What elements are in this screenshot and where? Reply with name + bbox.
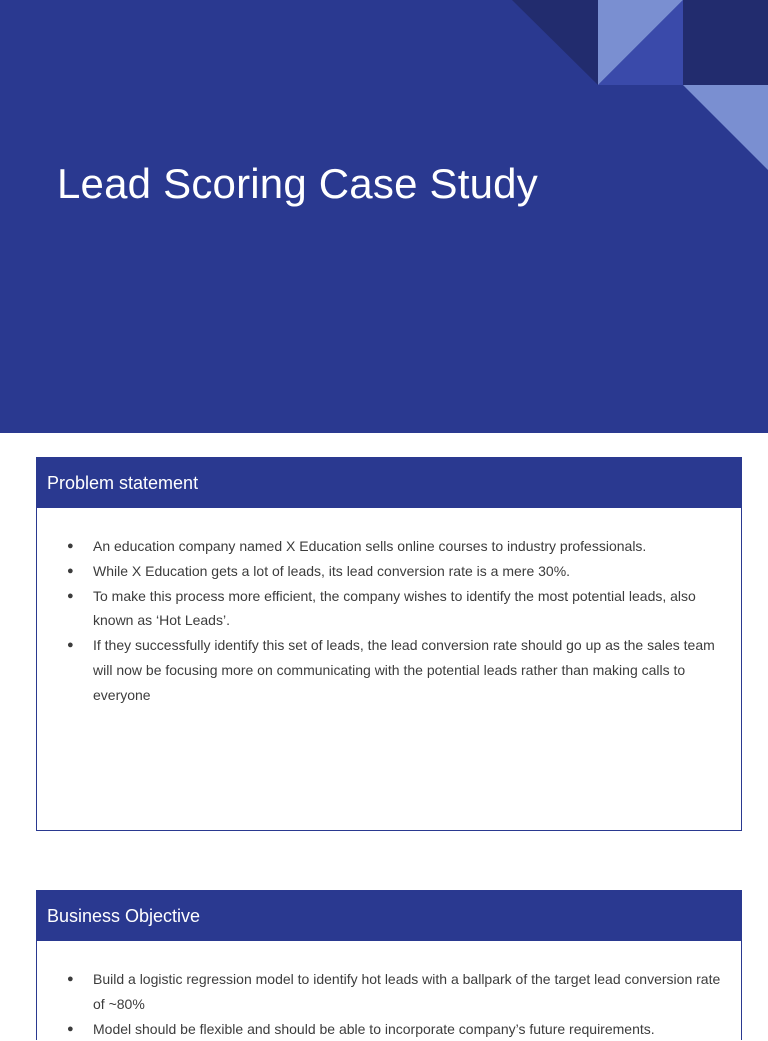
- bullet-icon: ●: [67, 973, 74, 985]
- problem-statement-card: [36, 457, 742, 831]
- title-slide: [0, 0, 768, 433]
- list-item: [67, 967, 721, 1017]
- list-item: [67, 633, 721, 707]
- objective-bullet-list: [67, 967, 721, 1041]
- bullet-icon: ●: [67, 1022, 74, 1035]
- deco-dark-square: [683, 0, 768, 85]
- list-item-text: An education company named X Education sells online courses to industry professionals.: [93, 538, 647, 554]
- list-item: [67, 534, 721, 559]
- list-item-text: If they successfully identify this set of leads, the lead conversion rate should go up as the sales team will now be focusing more on communicating with the potential leads rather than making calls to everyone: [93, 637, 715, 703]
- deco-light-wedge: [683, 85, 768, 170]
- list-item: [67, 1017, 721, 1041]
- list-item-text: Model should be flexible and should be able to incorporate company’s future requirements.: [93, 1020, 655, 1037]
- list-item-text: While X Education gets a lot of leads, its lead conversion rate is a mere 30%.: [93, 562, 571, 579]
- problem-statement-heading: Problem statement: [37, 458, 741, 508]
- list-item-text: To make this process more efficient, the company wishes to identify the most potential leads, also known as ‘Hot Leads’.: [93, 587, 696, 629]
- bullet-icon: ●: [67, 564, 74, 577]
- problem-bullet-list: [67, 534, 721, 708]
- list-item: [67, 584, 721, 634]
- list-item: [67, 559, 721, 584]
- deco-dark-band: [512, 0, 598, 85]
- page-title: Lead Scoring Case Study: [57, 160, 538, 207]
- bullet-icon: ●: [67, 540, 74, 552]
- business-objective-card: [36, 890, 742, 1040]
- corner-decoration: [0, 0, 768, 433]
- problem-statement-body: [37, 508, 741, 708]
- bullet-icon: ●: [67, 639, 74, 652]
- business-objective-heading: Business Objective: [37, 891, 741, 941]
- business-objective-body: [37, 941, 741, 1041]
- list-item-text: Build a logistic regression model to identify hot leads with a ballpark of the target lead conversion rate of ~80%: [93, 971, 721, 1012]
- bullet-icon: ●: [67, 589, 74, 602]
